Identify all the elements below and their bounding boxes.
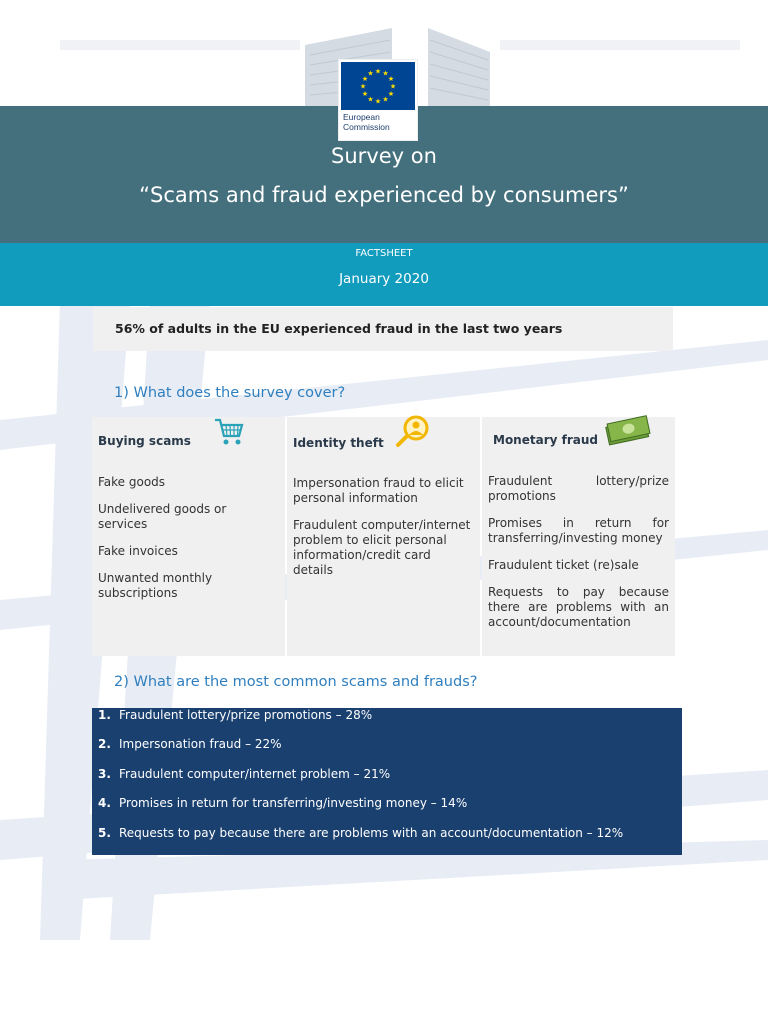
eu-star-icon: ★ xyxy=(387,75,395,83)
eu-star-icon: ★ xyxy=(359,82,367,91)
eu-star-icon: ★ xyxy=(367,69,374,78)
doc-type: FACTSHEET xyxy=(355,248,413,259)
list-item: Fake goods xyxy=(98,475,166,489)
publication-date: January 2020 xyxy=(339,271,429,287)
shopping-cart-icon xyxy=(213,417,245,447)
list-item: 3. Fraudulent computer/internet problem – 21% xyxy=(98,767,391,781)
list-item: Promises in return for transferring/investing money xyxy=(488,516,669,545)
eu-star-icon: ★ xyxy=(374,67,382,76)
list-item: Undelivered goods or services xyxy=(98,502,227,531)
title-line2: “Scams and fraud experienced by consumers” xyxy=(139,183,629,207)
eu-star-icon: ★ xyxy=(382,95,389,104)
list-item: Requests to pay because there are problems with an account/documentation xyxy=(488,585,669,629)
eu-stars xyxy=(341,62,415,110)
eu-star-icon: ★ xyxy=(361,75,369,83)
logo-text xyxy=(343,112,390,132)
section2-heading: 2) What are the most common scams and frauds? xyxy=(114,674,478,690)
logo-line1: European xyxy=(343,112,380,122)
list-item: Impersonation fraud to elicit personal information xyxy=(293,476,464,505)
eu-star-icon: ★ xyxy=(367,95,374,104)
eu-flag-icon xyxy=(341,62,415,110)
section1-heading: 1) What does the survey cover? xyxy=(114,385,346,401)
survey-coverage-table xyxy=(92,417,675,656)
column-title: Identity theft xyxy=(293,436,384,450)
key-finding-text: 56% of adults in the EU experienced fraud in the last two years xyxy=(115,321,563,336)
key-finding-box xyxy=(93,307,673,351)
column-buying-scams xyxy=(92,417,285,656)
eu-star-icon: ★ xyxy=(389,82,397,91)
eu-star-icon: ★ xyxy=(374,97,382,106)
eu-star-icon: ★ xyxy=(387,90,395,98)
list-item: 4. Promises in return for transferring/investing money – 14% xyxy=(98,796,468,810)
european-commission-logo xyxy=(339,60,417,140)
title-line1: Survey on xyxy=(331,144,437,168)
list-item: Fraudulent computer/internet problem to elicit personal information/credit card details xyxy=(293,518,471,577)
logo-line2: Commission xyxy=(343,122,390,132)
list-item: Unwanted monthly subscriptions xyxy=(98,571,213,600)
eu-star-icon: ★ xyxy=(361,90,369,98)
list-item: Fraudulent lottery/prize promotions xyxy=(488,474,669,503)
common-scams-list xyxy=(92,708,682,855)
list-item: Fake invoices xyxy=(98,544,178,558)
column-monetary-fraud xyxy=(482,417,675,656)
column-title: Buying scams xyxy=(98,434,191,448)
list-item: 1. Fraudulent lottery/prize promotions – 28% xyxy=(98,708,373,722)
identity-search-icon xyxy=(395,414,431,448)
list-item: Fraudulent ticket (re)sale xyxy=(488,558,639,572)
column-title: Monetary fraud xyxy=(493,433,598,447)
list-item: 5. Requests to pay because there are problems with an account/documentation – 12% xyxy=(98,826,624,840)
money-icon xyxy=(601,415,653,447)
column-identity-theft xyxy=(287,417,480,656)
list-item: 2. Impersonation fraud – 22% xyxy=(98,737,282,751)
eu-star-icon: ★ xyxy=(382,69,389,78)
